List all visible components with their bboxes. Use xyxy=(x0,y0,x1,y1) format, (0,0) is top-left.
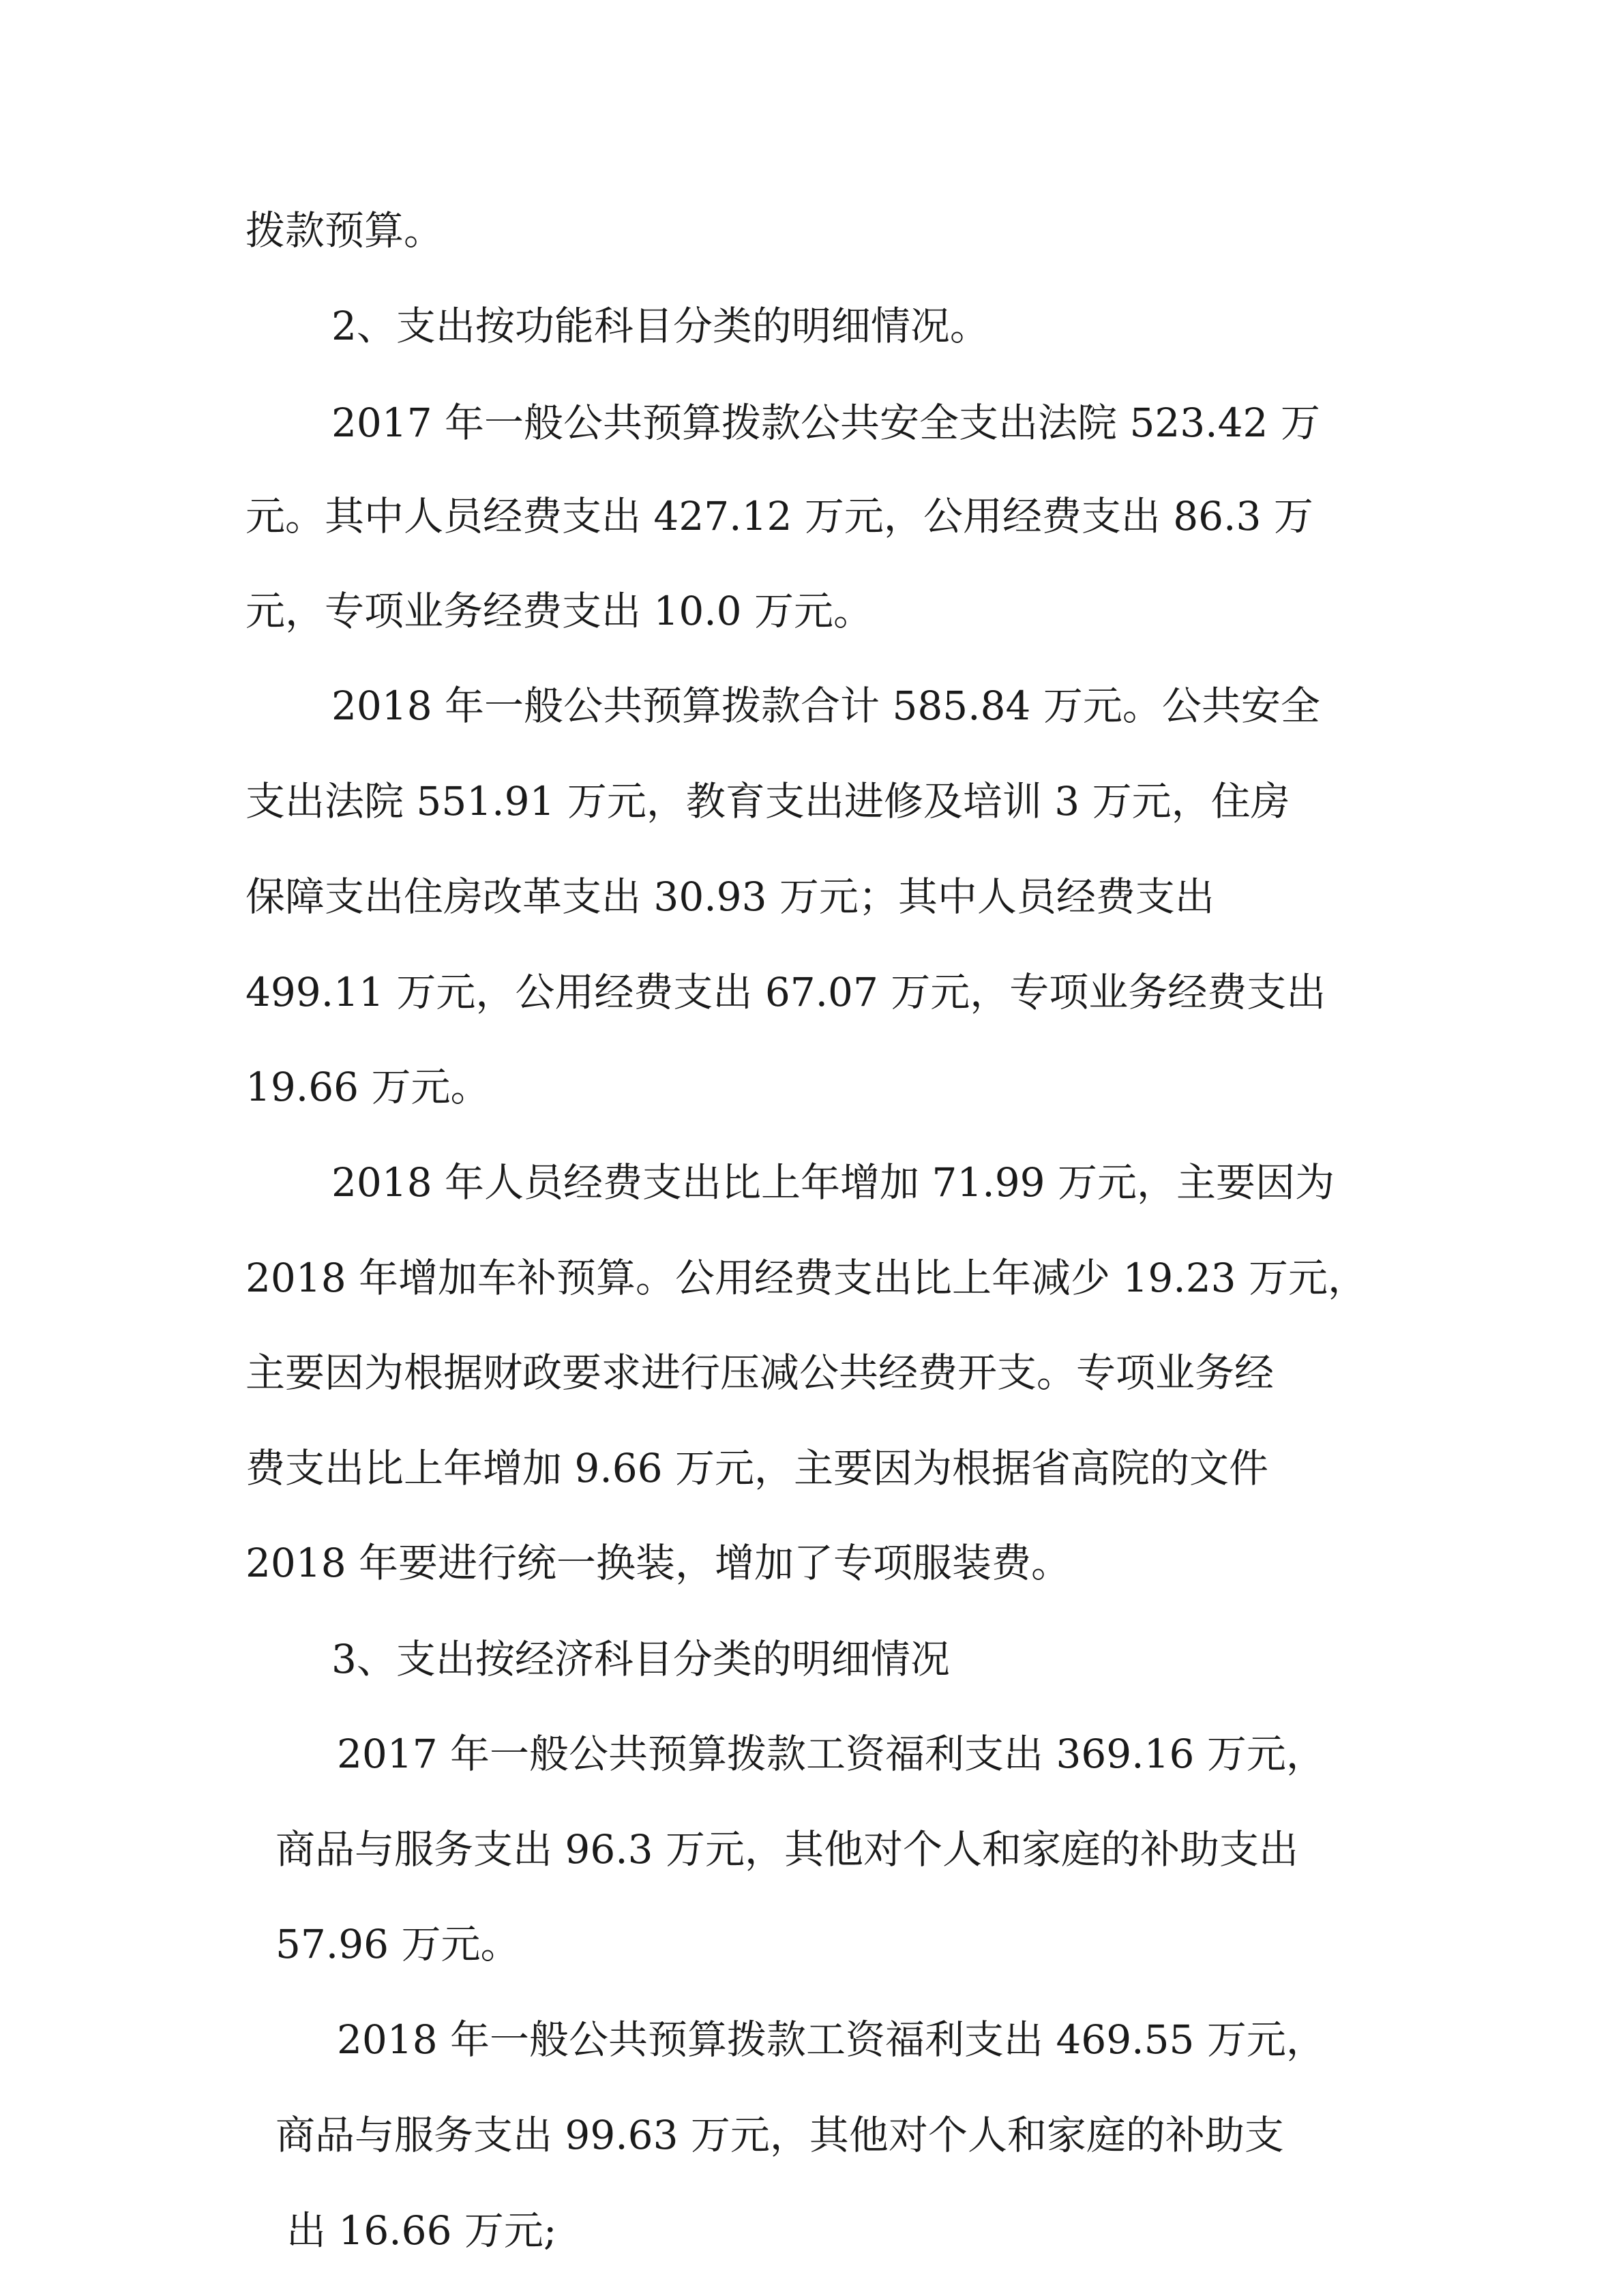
section-heading-2: 2、支出按功能科目分类的明细情况。 xyxy=(331,303,989,349)
text-line-19: 57.96 万元。 xyxy=(276,1921,520,1967)
text-line-9: 499.11 万元，公用经费支出 67.07 万元，专项业务经费支出 xyxy=(245,969,1326,1015)
text-line-3: 2017 年一般公共预算拨款公共安全支出法院 523.42 万 xyxy=(331,400,1320,446)
text-line-21: 商品与服务支出 99.63 万元，其他对个人和家庭的补助支 xyxy=(276,2112,1284,2158)
text-line-6: 2018 年一般公共预算拨款合计 585.84 万元。公共安全 xyxy=(331,683,1320,729)
text-line-22: 出 16.66 万元; xyxy=(286,2207,557,2254)
text-line-14: 费支出比上年增加 9.66 万元，主要因为根据省高院的文件 xyxy=(245,1445,1269,1491)
text-line-8: 保障支出住房改革支出 30.93 万元；其中人员经费支出 xyxy=(245,874,1215,920)
text-line-5: 元，专项业务经费支出 10.0 万元。 xyxy=(245,588,874,634)
text-line-12: 2018 年增加车补预算。公用经费支出比上年减少 19.23 万元， xyxy=(245,1255,1367,1301)
section-heading-3: 3、支出按经济科目分类的明细情况 xyxy=(331,1636,950,1682)
text-line-10: 19.66 万元。 xyxy=(245,1064,490,1110)
text-line-7: 支出法院 551.91 万元，教育支出进修及培训 3 万元，住房 xyxy=(245,778,1290,824)
text-line-17: 2017 年一般公共预算拨款工资福利支出 369.16 万元， xyxy=(337,1731,1326,1777)
text-line-15: 2018 年要进行统一换装，增加了专项服装费。 xyxy=(245,1540,1071,1586)
text-line-4: 元。其中人员经费支出 427.12 万元，公用经费支出 86.3 万 xyxy=(245,493,1313,539)
text-line-18: 商品与服务支出 96.3 万元，其他对个人和家庭的补助支出 xyxy=(276,1826,1299,1873)
text-line-11: 2018 年人员经费支出比上年增加 71.99 万元，主要因为 xyxy=(331,1159,1335,1206)
text-line-1: 拨款预算。 xyxy=(245,207,444,254)
text-line-20: 2018 年一般公共预算拨款工资福利支出 469.55 万元， xyxy=(337,2016,1326,2063)
text-line-13: 主要因为根据财政要求进行压减公共经费开支。专项业务经 xyxy=(245,1350,1275,1396)
